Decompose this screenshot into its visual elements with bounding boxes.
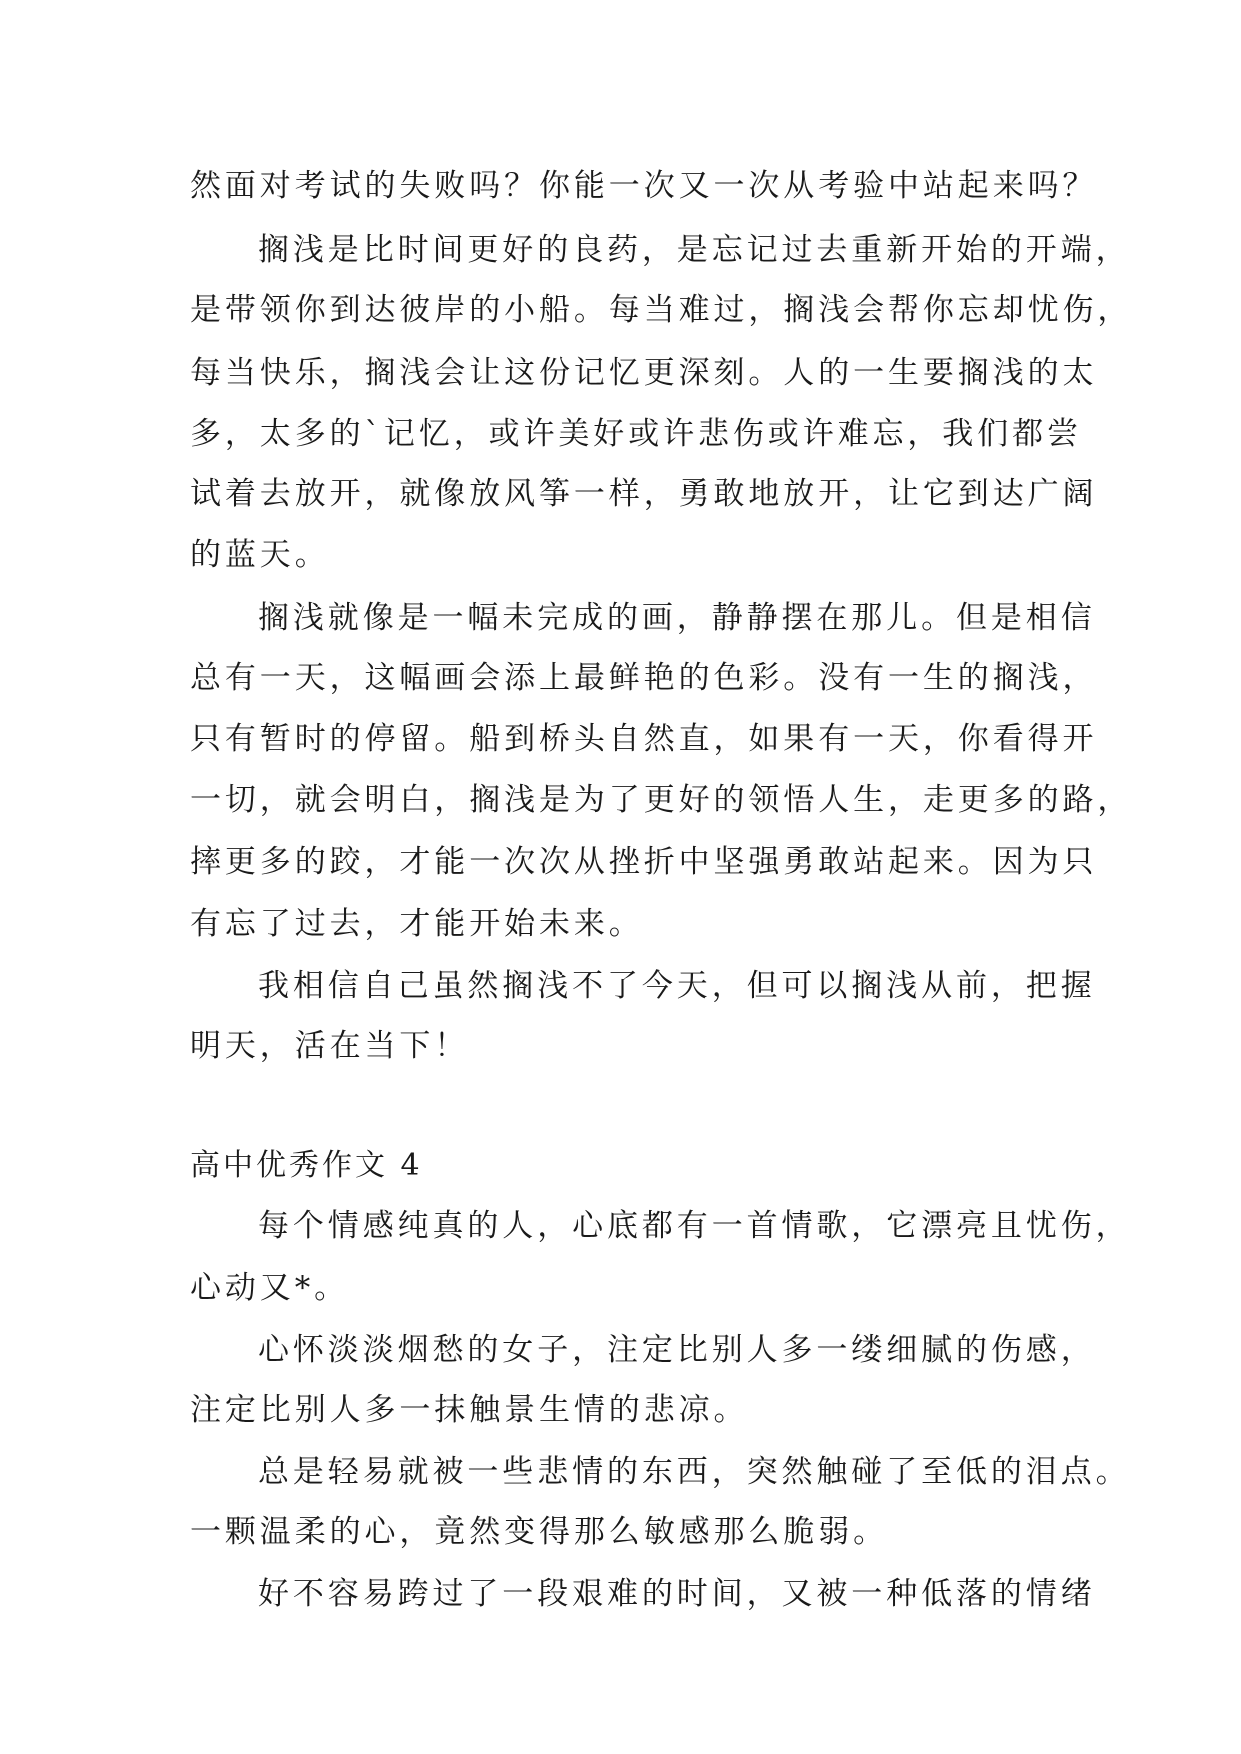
section-title: 高中优秀作文 4 — [190, 1148, 423, 1183]
body-line: 摔更多的跤，才能一次次从挫折中坚强勇敢站起来。因为只 — [190, 844, 1098, 880]
body-line: 总有一天，这幅画会添上最鲜艳的色彩。没有一生的搁浅， — [190, 660, 1098, 696]
body-line: 心怀淡淡烟愁的女子，注定比别人多一缕细腻的伤感， — [258, 1332, 1096, 1368]
body-line: 心动又*。 — [190, 1270, 349, 1306]
body-line: 搁浅是比时间更好的良药，是忘记过去重新开始的开端， — [258, 232, 1131, 268]
body-line: 每当快乐，搁浅会让这份记忆更深刻。人的一生要搁浅的太 — [190, 355, 1098, 391]
body-line: 只有暂时的停留。船到桥头自然直，如果有一天，你看得开 — [190, 721, 1098, 757]
body-line: 好不容易跨过了一段艰难的时间，又被一种低落的情绪 — [258, 1576, 1096, 1612]
body-line: 一颗温柔的心，竟然变得那么敏感那么脆弱。 — [190, 1514, 888, 1550]
body-line: 多，太多的`记忆，或许美好或许悲伤或许难忘，我们都尝 — [190, 416, 1082, 452]
body-line: 一切，就会明白，搁浅是为了更好的领悟人生，走更多的路， — [190, 782, 1133, 818]
body-line: 的蓝天。 — [190, 537, 330, 573]
body-line: 有忘了过去，才能开始未来。 — [190, 906, 644, 942]
body-line: 总是轻易就被一些悲情的东西，突然触碰了至低的泪点。 — [258, 1454, 1131, 1490]
body-line: 明天，活在当下！ — [190, 1028, 470, 1064]
body-line: 我相信自己虽然搁浅不了今天，但可以搁浅从前，把握 — [258, 968, 1096, 1004]
body-line: 注定比别人多一抹触景生情的悲凉。 — [190, 1392, 749, 1428]
body-line: 搁浅就像是一幅未完成的画，静静摆在那儿。但是相信 — [258, 600, 1096, 636]
body-line: 是带领你到达彼岸的小船。每当难过，搁浅会帮你忘却忧伤， — [190, 292, 1133, 328]
body-line: 每个情感纯真的人，心底都有一首情歌，它漂亮且忧伤， — [258, 1208, 1131, 1244]
body-line: 试着去放开，就像放风筝一样，勇敢地放开，让它到达广阔 — [190, 476, 1098, 512]
body-line: 然面对考试的失败吗？你能一次又一次从考验中站起来吗？ — [190, 168, 1098, 204]
